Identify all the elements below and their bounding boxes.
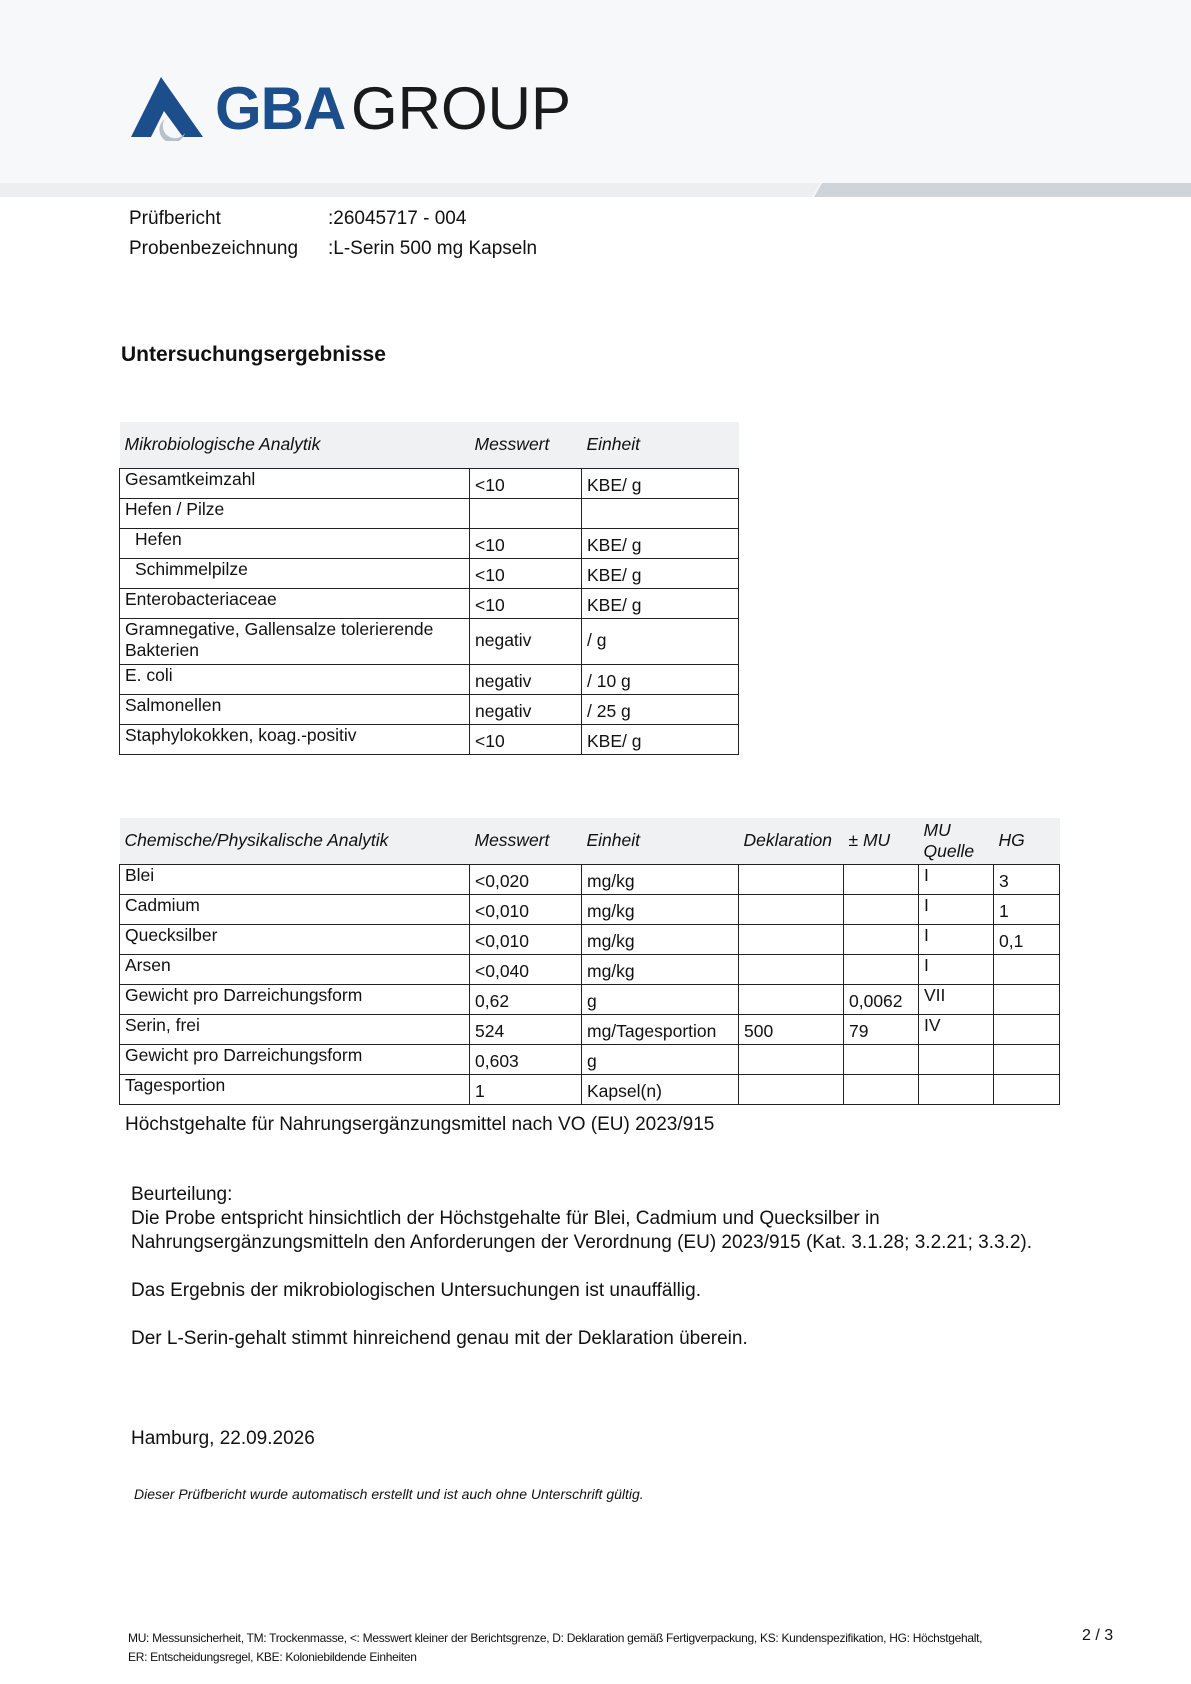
- micro-name: Enterobacteriaceae: [120, 588, 470, 618]
- chem-hg: [994, 954, 1060, 984]
- micro-value: negativ: [470, 664, 582, 694]
- chem-value: <0,010: [470, 924, 582, 954]
- assessment-line-1: Die Probe entspricht hinsichtlich der Höchstgehalte für Blei, Cadmium und Quecksilber in: [131, 1208, 880, 1229]
- chem-hg: 3: [994, 864, 1060, 894]
- chem-declaration: [739, 1044, 844, 1074]
- report-number-value: :26045717 - 004: [328, 208, 467, 229]
- table-row: [120, 558, 739, 588]
- table-row: [120, 468, 739, 498]
- place-date: Hamburg, 22.09.2026: [131, 1428, 315, 1449]
- chem-header-mu: ± MU: [844, 818, 919, 864]
- micro-unit: KBE/ g: [582, 468, 739, 498]
- chem-mu: 0,0062: [844, 984, 919, 1014]
- table-row: [120, 894, 1060, 924]
- micro-value: <10: [470, 528, 582, 558]
- micro-value: <10: [470, 468, 582, 498]
- micro-name: Hefen / Pilze: [120, 498, 470, 528]
- micro-unit: [582, 498, 739, 528]
- chem-mu-source: I: [919, 924, 994, 954]
- chem-name: Gewicht pro Darreichungsform: [120, 1044, 470, 1074]
- micro-value: <10: [470, 588, 582, 618]
- micro-header-value: Messwert: [470, 422, 582, 468]
- chem-name: Tagesportion: [120, 1074, 470, 1104]
- chem-value: <0,010: [470, 894, 582, 924]
- chem-declaration: [739, 864, 844, 894]
- chem-name: Cadmium: [120, 894, 470, 924]
- table-row: [120, 528, 739, 558]
- chem-unit: mg/kg: [582, 924, 739, 954]
- table-row: [120, 588, 739, 618]
- chem-unit: mg/kg: [582, 894, 739, 924]
- chem-mu: [844, 894, 919, 924]
- footer-legend-line-2: ER: Entscheidungsregel, KBE: Koloniebildende Einheiten: [128, 1650, 417, 1664]
- micro-unit: / g: [582, 618, 739, 664]
- table-row: [120, 924, 1060, 954]
- chem-unit: Kapsel(n): [582, 1074, 739, 1104]
- micro-value: <10: [470, 724, 582, 754]
- micro-value: <10: [470, 558, 582, 588]
- chem-header-declaration: Deklaration: [739, 818, 844, 864]
- logo-triangle-icon: [131, 77, 207, 141]
- table-row: [120, 984, 1060, 1014]
- assessment-micro: Das Ergebnis der mikrobiologischen Untersuchungen ist unauffällig.: [131, 1280, 701, 1301]
- chem-table: [119, 818, 1060, 1105]
- micro-name: Gramnegative, Gallensalze tolerierende Bakterien: [120, 618, 470, 664]
- chem-value: 1: [470, 1074, 582, 1104]
- chem-value: <0,040: [470, 954, 582, 984]
- chem-unit: g: [582, 984, 739, 1014]
- chem-hg: [994, 984, 1060, 1014]
- chem-declaration: [739, 894, 844, 924]
- section-title: Untersuchungsergebnisse: [121, 343, 386, 366]
- table-row: [120, 618, 739, 664]
- chem-declaration: 500: [739, 1014, 844, 1044]
- micro-name: Gesamtkeimzahl: [120, 468, 470, 498]
- chem-mu: [844, 1044, 919, 1074]
- table-row: [120, 1044, 1060, 1074]
- chem-header-analysis: Chemische/Physikalische Analytik: [120, 818, 470, 864]
- chem-name: Arsen: [120, 954, 470, 984]
- table-row: [120, 694, 739, 724]
- assessment-line-2: Nahrungsergänzungsmitteln den Anforderungen der Verordnung (EU) 2023/915 (Kat. 3.1.28; 3.2.21; 3.3.2).: [131, 1232, 1032, 1253]
- micro-unit: / 25 g: [582, 694, 739, 724]
- footer-legend-line-1: MU: Messunsicherheit, TM: Trockenmasse, <: Messwert kleiner der Berichtsgrenze, D: Deklaration gemäß Fertigverpackung, KS: Kundenspezifikation, HG: Höchstgehalt,: [128, 1631, 983, 1645]
- micro-name: E. coli: [120, 664, 470, 694]
- chem-hg: 1: [994, 894, 1060, 924]
- chem-header-mu-source: MU Quelle: [919, 818, 994, 864]
- header-stripe: [0, 183, 1191, 197]
- report-number-label: Prüfbericht: [129, 208, 221, 229]
- micro-name: Schimmelpilze: [120, 558, 470, 588]
- chem-mu: [844, 924, 919, 954]
- table-row: [120, 664, 739, 694]
- micro-unit: / 10 g: [582, 664, 739, 694]
- chem-value: 0,603: [470, 1044, 582, 1074]
- chem-header-hg: HG: [994, 818, 1060, 864]
- chem-mu-source: I: [919, 894, 994, 924]
- micro-unit: KBE/ g: [582, 558, 739, 588]
- micro-name: Staphylokokken, koag.-positiv: [120, 724, 470, 754]
- chem-mu: [844, 1074, 919, 1104]
- micro-name: Salmonellen: [120, 694, 470, 724]
- chem-mu-source: I: [919, 864, 994, 894]
- micro-name: Hefen: [120, 528, 470, 558]
- table-row: [120, 498, 739, 528]
- chem-name: Serin, frei: [120, 1014, 470, 1044]
- chem-hg: [994, 1044, 1060, 1074]
- chem-header-unit: Einheit: [582, 818, 739, 864]
- chem-declaration: [739, 924, 844, 954]
- table-row: [120, 1074, 1060, 1104]
- micro-unit: KBE/ g: [582, 528, 739, 558]
- sample-name-value: :L-Serin 500 mg Kapseln: [328, 238, 538, 259]
- logo: [131, 74, 571, 144]
- chem-declaration: [739, 954, 844, 984]
- chem-mu-source: VII: [919, 984, 994, 1014]
- chem-name: Blei: [120, 864, 470, 894]
- auto-generated-note: Dieser Prüfbericht wurde automatisch erstellt und ist auch ohne Unterschrift gültig.: [134, 1486, 644, 1502]
- assessment-serin: Der L-Serin-gehalt stimmt hinreichend genau mit der Deklaration überein.: [131, 1328, 748, 1349]
- chem-declaration: [739, 984, 844, 1014]
- chem-value: <0,020: [470, 864, 582, 894]
- chem-unit: mg/Tagesportion: [582, 1014, 739, 1044]
- micro-header-unit: Einheit: [582, 422, 739, 468]
- chem-declaration: [739, 1074, 844, 1104]
- chem-hg: [994, 1074, 1060, 1104]
- chem-value: 0,62: [470, 984, 582, 1014]
- chem-header-value: Messwert: [470, 818, 582, 864]
- logo-text-group: GROUP: [351, 75, 572, 142]
- micro-value: [470, 498, 582, 528]
- chem-mu: [844, 864, 919, 894]
- chem-mu: [844, 954, 919, 984]
- table-row: [120, 724, 739, 754]
- chem-unit: g: [582, 1044, 739, 1074]
- chem-mu: 79: [844, 1014, 919, 1044]
- chem-hg: 0,1: [994, 924, 1060, 954]
- chem-name: Quecksilber: [120, 924, 470, 954]
- micro-unit: KBE/ g: [582, 724, 739, 754]
- chem-mu-source: [919, 1044, 994, 1074]
- micro-table: [119, 422, 739, 755]
- chem-name: Gewicht pro Darreichungsform: [120, 984, 470, 1014]
- micro-value: negativ: [470, 618, 582, 664]
- chem-hg: [994, 1014, 1060, 1044]
- chem-value: 524: [470, 1014, 582, 1044]
- micro-unit: KBE/ g: [582, 588, 739, 618]
- chem-unit: mg/kg: [582, 954, 739, 984]
- limits-note: Höchstgehalte für Nahrungsergänzungsmittel nach VO (EU) 2023/915: [125, 1114, 715, 1135]
- micro-header-analysis: Mikrobiologische Analytik: [120, 422, 470, 468]
- micro-value: negativ: [470, 694, 582, 724]
- chem-mu-source: [919, 1074, 994, 1104]
- chem-unit: mg/kg: [582, 864, 739, 894]
- sample-name-label: Probenbezeichnung: [129, 238, 299, 259]
- logo-text-gba: GBA: [215, 75, 346, 142]
- page-number: 2 / 3: [1082, 1627, 1114, 1644]
- chem-mu-source: IV: [919, 1014, 994, 1044]
- table-row: [120, 1014, 1060, 1044]
- chem-mu-source: I: [919, 954, 994, 984]
- table-row: [120, 954, 1060, 984]
- table-row: [120, 864, 1060, 894]
- assessment-title: Beurteilung:: [131, 1184, 233, 1205]
